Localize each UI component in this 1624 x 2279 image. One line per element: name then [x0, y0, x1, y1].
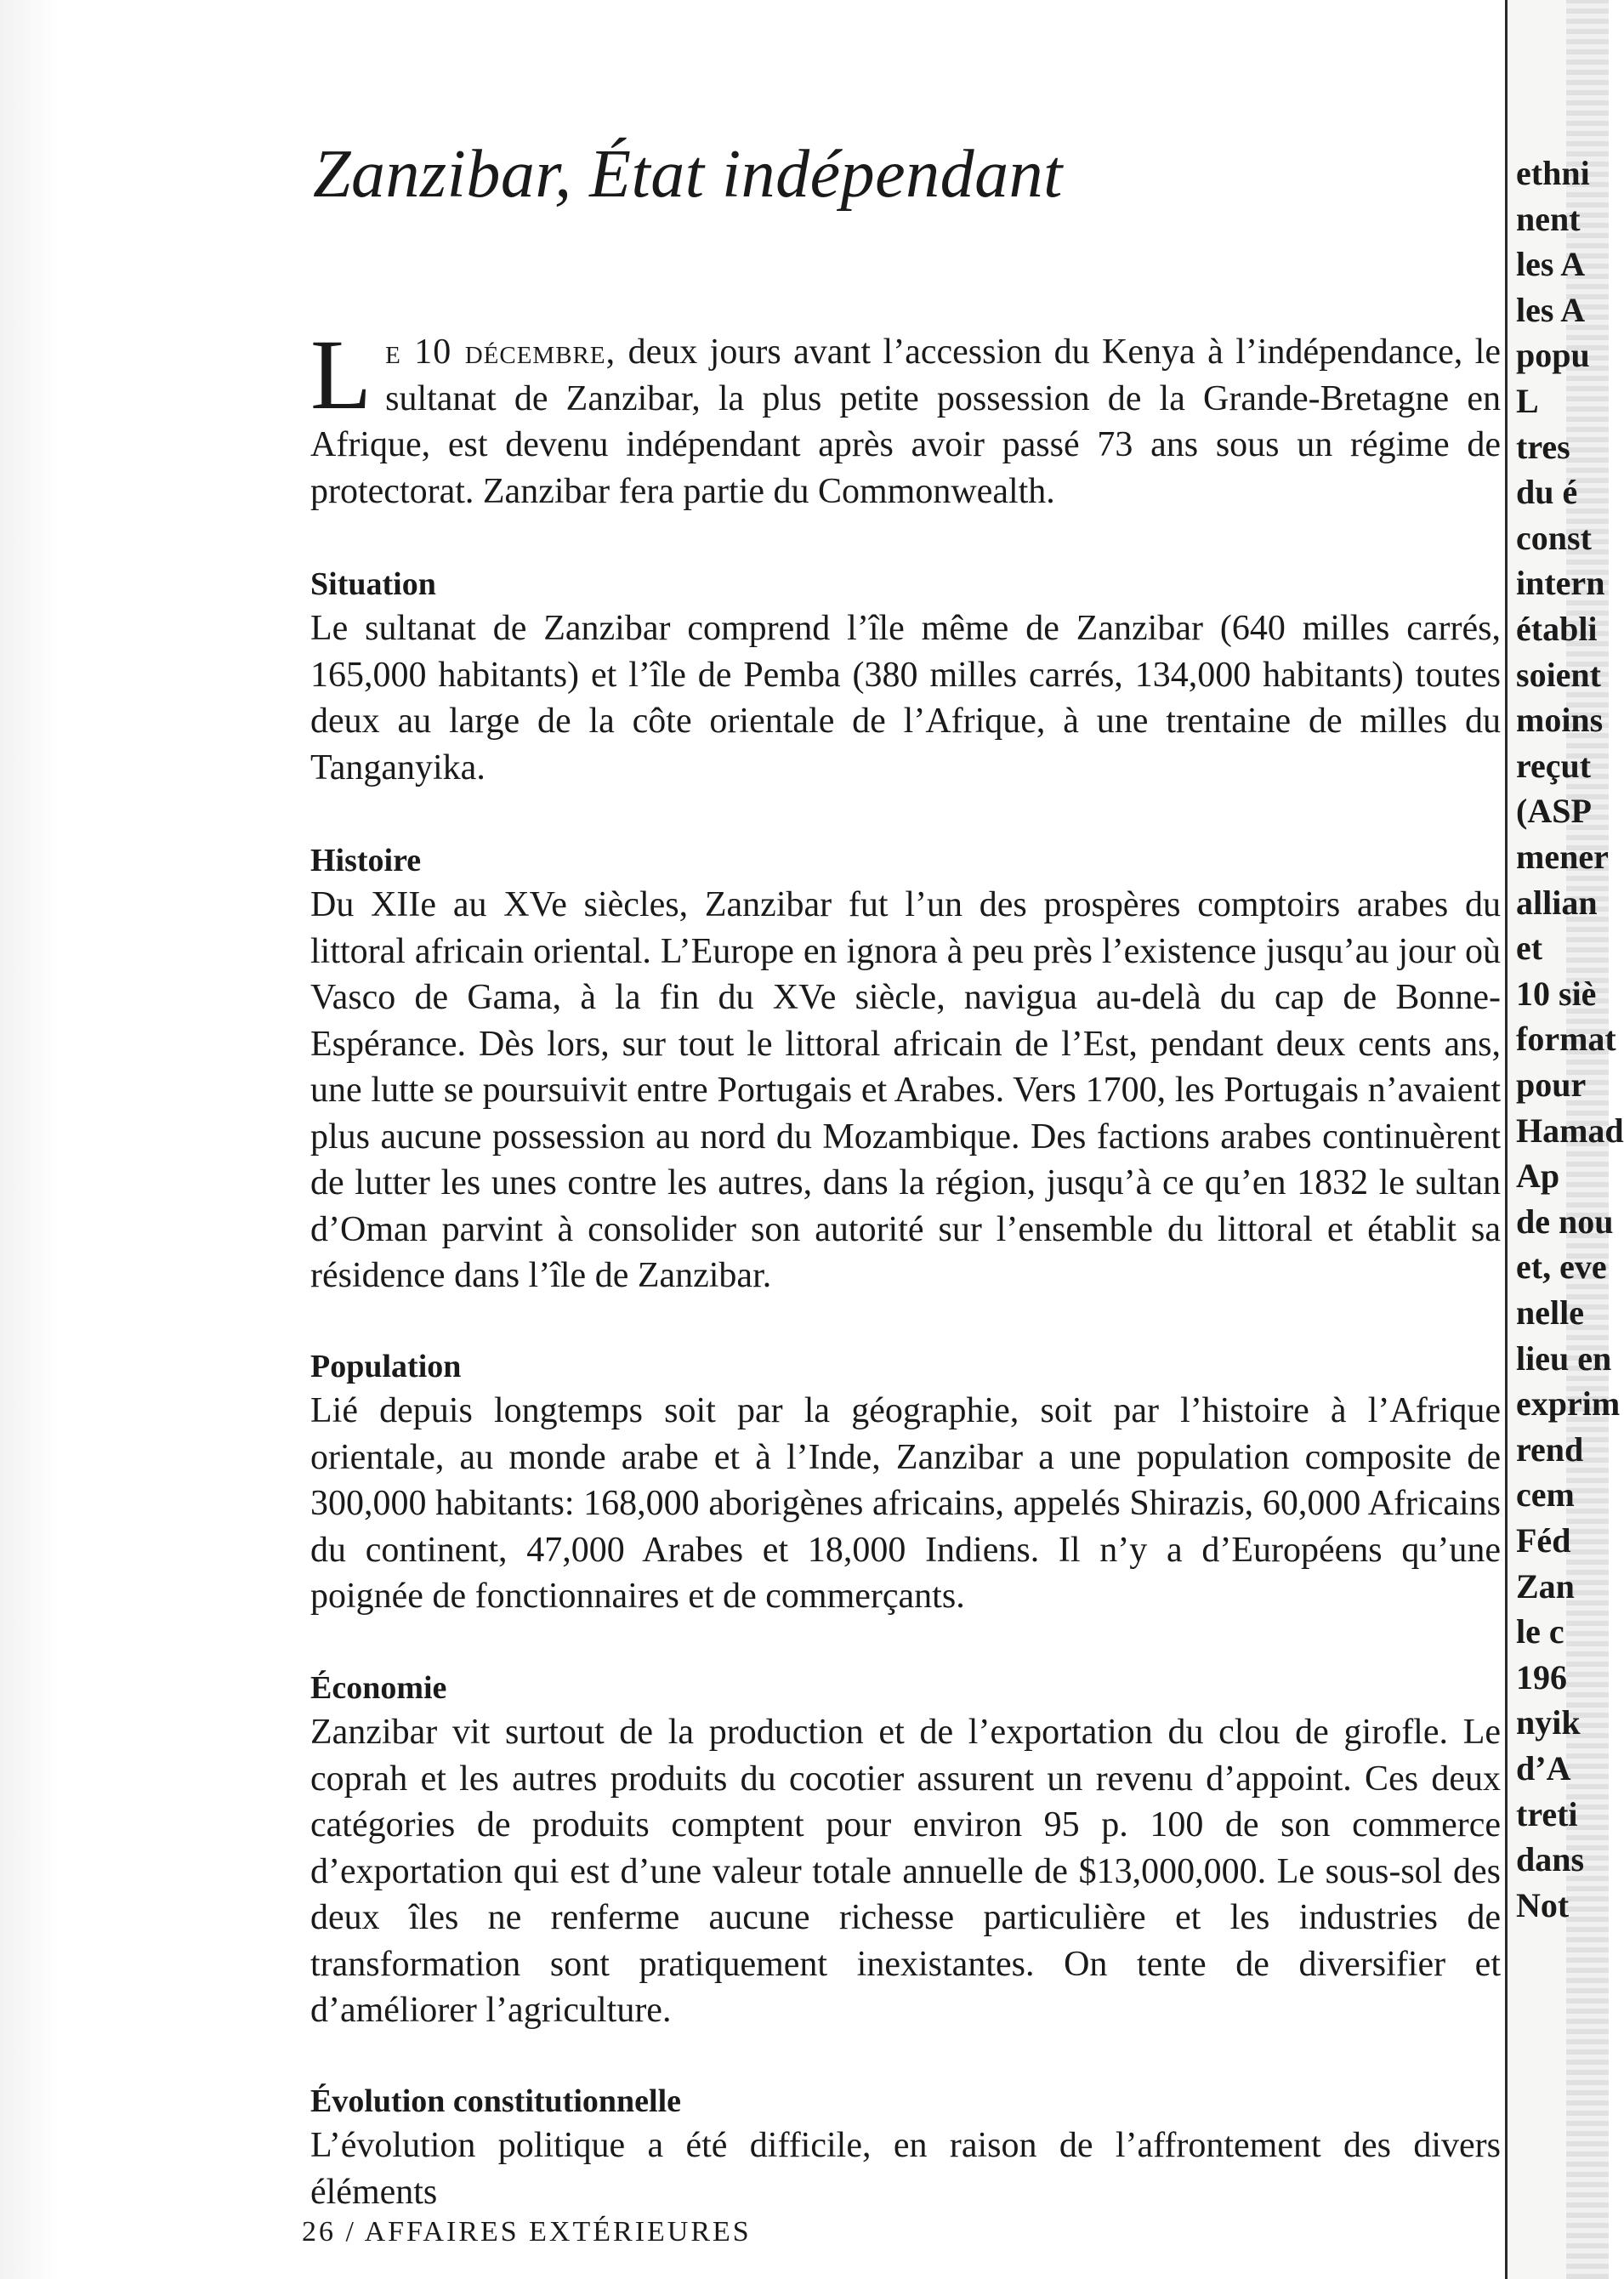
section-evolution-constitutionnelle	[310, 2080, 1501, 2215]
adjacent-page-fragment: nyik	[1516, 1703, 1581, 1742]
adjacent-page-fragment: intern	[1516, 564, 1605, 603]
section-body: Le sultanat de Zanzibar comprend l’île même de Zanzibar (640 milles carrés, 165,000 habitants) et l’île de Pemba (380 milles carrés, 134,000 habitants) toutes deux au large de la côte orientale de l’Afrique, à une trentaine de milles du Tanganyika.	[310, 609, 1501, 787]
section-body: Zanzibar vit surtout de la production et de l’exportation du clou de girofle. Le coprah et les autres produits du cocotier assurent un revenu d’appoint. Ces deux catégories de produits comptent pour environ 95 p. 100 de son commerce d’exportation qui est d’une valeur totale annuelle de $13,000,000. Le sous-sol des deux îles ne renferme aucune richesse particulière et les industries de transformation sont pratiquement inexistantes. On tente de diversifier et d’améliorer l’agriculture.	[310, 1713, 1501, 2030]
adjacent-page-fragment: popu	[1516, 336, 1590, 375]
adjacent-page-fragment: pour	[1516, 1066, 1587, 1104]
adjacent-page-fragment: cem	[1516, 1475, 1575, 1515]
page-footer	[302, 2216, 752, 2248]
section-heading: Évolution constitutionnelle	[310, 2083, 681, 2119]
section-economie	[310, 1667, 1501, 2034]
section-body: Lié depuis longtemps soit par la géographie, soit par l’histoire à l’Afrique orientale, au monde arabe et à l’Inde, Zanzibar a une population composite de 300,000 habitants: 168,000 aborigènes africains, appelés Shirazis, 60,000 Africains du continent, 47,000 Arabes et 18,000 Indiens. Il n’y a d’Européens qu’une poignée de fonctionnaires et de commerçants.	[310, 1391, 1501, 1616]
adjacent-page-fragment: les A	[1516, 290, 1586, 329]
adjacent-page-fragment: ethni	[1516, 154, 1590, 192]
adjacent-page-fragment: lieu en	[1516, 1338, 1612, 1378]
adjacent-page-fragment: établi	[1516, 610, 1598, 648]
binding-edge	[0, 0, 60, 2279]
lede-text: deux jours avant l’accession du Kenya à l’indépendance, le sultanat de Zanzibar, la plus petite possession de la Grande-Bretagne en Afrique, est devenu indépendant après avoir passé 73 ans sous un régime de protectorat. Zanzibar fera partie du Commonwealth.	[310, 332, 1501, 511]
adjacent-page-fragment: treti	[1516, 1794, 1578, 1833]
adjacent-page-fragment: les A	[1516, 245, 1586, 284]
adjacent-page-fragment: 10 siè	[1516, 974, 1597, 1013]
section-situation	[310, 563, 1501, 791]
adjacent-page-fragment: et	[1516, 929, 1543, 968]
lede-paragraph-block	[310, 319, 1501, 514]
footer-separator: /	[336, 2216, 365, 2248]
section-body: Du XIIe au XVe siècles, Zanzibar fut l’un des prospères comptoirs arabes du littoral africain oriental. L’Europe en ignora à peu près l’existence jusqu’au jour où Vasco de Gama, à la fin du XVe siècle, navigua au-delà du cap de Bonne-Espérance. Dès lors, sur tout le littoral africain de l’Est, pendant deux cents ans, une lutte se poursuivit entre Portugais et Arabes. Vers 1700, les Portugais n’avaient plus aucune possession au nord du Mozambique. Des factions arabes continuèrent de lutter les unes contre les autres, dans la région, jusqu’à ce qu’en 1832 le sultan d’Oman parvint à consolider son autorité sur l’ensemble du littoral et établit sa résidence dans l’île de Zanzibar.	[310, 885, 1501, 1295]
adjacent-page-fragment: nelle	[1516, 1293, 1584, 1332]
adjacent-page-fragment: Ap	[1516, 1157, 1560, 1196]
adjacent-page-fragment: de nou	[1516, 1202, 1614, 1241]
section-population	[310, 1345, 1501, 1620]
page-number: 26	[302, 2216, 336, 2248]
section-body: L’évolution politique a été difficile, en raison de l’affrontement des divers éléments	[310, 2126, 1501, 2212]
adjacent-page-fragment: 196	[1516, 1657, 1567, 1696]
section-heading: Population	[310, 1349, 462, 1384]
adjacent-page-fragment: reçut	[1516, 746, 1592, 785]
adjacent-page-fragment: le c	[1516, 1612, 1564, 1651]
adjacent-page-fragment: const	[1516, 518, 1592, 557]
adjacent-page-fragment: (ASP	[1516, 792, 1592, 831]
adjacent-page-fragment: d’A	[1516, 1749, 1571, 1787]
lede-paragraph	[310, 319, 1501, 514]
adjacent-page-fragment: rend	[1516, 1429, 1584, 1469]
article-title: Zanzibar, État indépendant	[313, 137, 1063, 212]
adjacent-page-fragment: mener	[1516, 838, 1609, 876]
adjacent-page-fragment: Zan	[1516, 1566, 1575, 1606]
adjacent-page-fragment: et, eve	[1516, 1247, 1607, 1287]
lede-lead-in: e 10 décembre,	[385, 332, 616, 372]
adjacent-page-strip	[1505, 0, 1624, 2279]
section-heading: Histoire	[310, 843, 422, 878]
adjacent-page-fragment: tres	[1516, 427, 1570, 466]
adjacent-page-fragment: Féd	[1516, 1521, 1571, 1560]
section-heading: Situation	[310, 566, 436, 602]
adjacent-page-fragment: nent	[1516, 199, 1581, 238]
adjacent-page-fragment: du é	[1516, 473, 1578, 512]
adjacent-page-fragment: soient	[1516, 655, 1601, 694]
publication-name: AFFAIRES EXTÉRIEURES	[364, 2216, 752, 2248]
adjacent-page-fragment: format	[1516, 1020, 1616, 1059]
section-histoire	[310, 839, 1501, 1299]
drop-cap: L	[310, 319, 372, 430]
adjacent-page-fragment: exprim	[1516, 1384, 1621, 1424]
adjacent-page-fragment: Hamad	[1516, 1111, 1624, 1150]
adjacent-page-fragment: Not	[1516, 1885, 1570, 1924]
adjacent-page-fragment: moins	[1516, 701, 1604, 740]
adjacent-page-fragment: L	[1516, 382, 1539, 420]
section-heading: Économie	[310, 1670, 447, 1706]
adjacent-page-fragment: dans	[1516, 1840, 1585, 1879]
adjacent-page-fragment: allian	[1516, 883, 1598, 922]
